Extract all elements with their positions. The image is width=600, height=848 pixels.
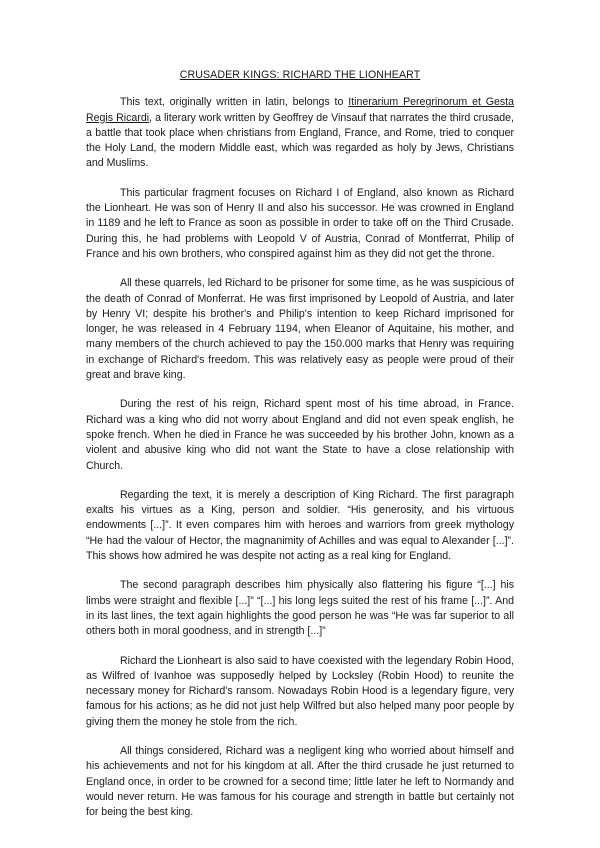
paragraph-introduction [86, 95, 514, 171]
paragraph-physical-description: The second paragraph describes him physically also flattering his figure “[...] his limbs were straight and flexible [...]” “[...] his long legs suited the rest of his frame [...]”. And in its last lines, the text again highlights the good person he was “He was far superior to all others both in moral goodness, and in strength [...]” [86, 579, 514, 638]
intro-text-end: , a literary work written by Geoffrey de Vinsauf that narrates the third crusade, a battle that took place when christians from England, France, and Rome, tried to conquer the Holy Land, the modern Middle east, which was regarded as holy by Jews, Christians and Muslims. [86, 111, 514, 170]
paragraph-robin-hood: Richard the Lionheart is also said to have coexisted with the legendary Robin Hood, as Wilfred of Ivanhoe was supposedly helped by Locksley (Robin Hood) to reunite the necessary money for Richard's ransom. Nowadays Robin Hood is a legendary figure, very famous for his actions; as he did not just help Wilfred but also helped many poor people by giving them the money he stole from the rich. [86, 654, 514, 728]
paragraph-reign: During the rest of his reign, Richard spent most of his time abroad, in France. Richard was a king who did not worry about England and did not even speak english, he spoke french. When he died in France he was succeeded by his brother John, known as a violent and abusive king who did not want the State to have a close relationship with Church. [86, 398, 514, 472]
intro-text-start: This text, originally written in latin, belongs to [120, 96, 349, 109]
paragraph-conclusion: All things considered, Richard was a negligent king who worried about himself and his achievements and not for his kingdom at all. After the third crusade he just returned to England once, in order to be crowned for a second time; little later he left to Normandy and would never return. He was famous for his courage and strength in battle but certainly not for being the best king. [86, 744, 514, 819]
page-title: CRUSADER KINGS: RICHARD THE LIONHEART [179, 69, 421, 81]
paragraph-text-analysis: Regarding the text, it is merely a description of King Richard. The first paragraph exalts his virtues as a King, person and soldier. “His generosity, and his virtuous endowments [...]”. It even compares him with heroes and warriors from greek mythology “He had the valour of Hector, the magnanimity of Achilles and was equal to Alexander [...]”. This shows how admired he was despite not acting as a real king for England. [86, 488, 514, 563]
paragraph-richard-background: This particular fragment focuses on Richard I of England, also known as Richard the Lionheart. He was son of Henry II and also his successor. He was crowned in England in 1189 and he left to France as soon as possible in order to take off on the Third Crusade. During this, he had problems with Leopold V of Austria, Conrad of Montferrat, Philip of France and his own brothers, who conspired against him as they did not get the throne. [86, 186, 514, 260]
source-title: Itinerarium Peregrinorum et Gesta Regis Ricardi [86, 96, 514, 124]
paragraph-imprisonment: All these quarrels, led Richard to be prisoner for some time, as he was suspicious of the death of Conrad of Monferrat. He was first imprisoned by Leopold of Austria, and later by Henry VI; despite his brother's and Philip's intention to keep Richard imprisoned for longer, he was released in 4 February 1194, when Eleanor of Aquitaine, his mother, and many members of the church achieved to pay the 150.000 marks that Henry was requiring in exchange of Richard's freedom. This was relatively easy as people were proud of their great and brave king. [86, 277, 514, 382]
